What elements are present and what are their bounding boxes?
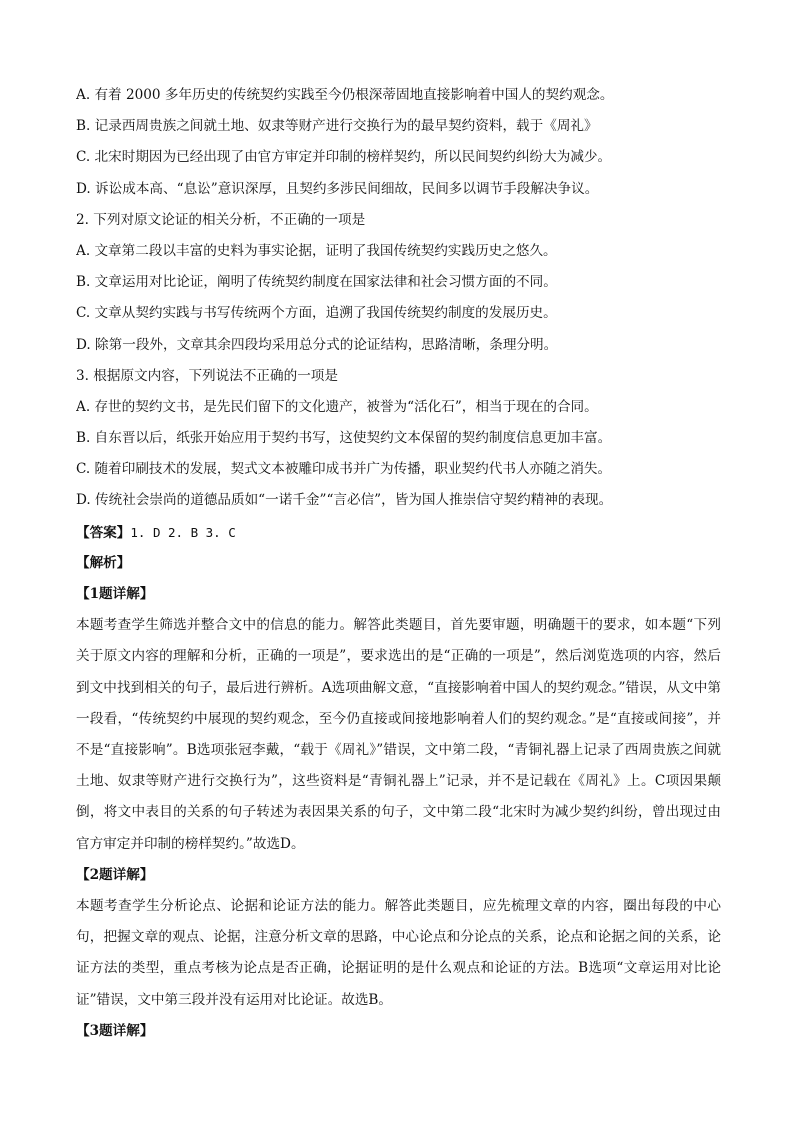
document-page [76,80,721,1047]
detail-1-heading: 【1题详解】 [76,586,154,602]
q1-option-b: B. 记录西周贵族之间就土地、奴隶等财产进行交换行为的最早契约资料，载于《周礼》 [76,118,598,135]
q2-option-d: D. 除第一段外，文章其余四段均采用总分式的论证结构，思路清晰，条理分明。 [76,336,558,353]
q1-option-d: D. 诉讼成本高、“息讼”意识深厚，且契约多涉民间细故，民间多以调节手段解决争议。 [76,180,599,197]
q3-option-a: A. 存世的契约文书，是先民们留下的文化遗产，被誉为“活化石”，相当于现在的合同。 [76,398,598,415]
detail-1-body: 本题考查学生筛选并整合文中的信息的能力。解答此类题目，首先要审题，明确题干的要求，如本题“下列关于原文内容的理解和分析，正确的一项是”，要求选出的是“正确的一项是”，然后浏览选项的内容，然后到文中找到相关的句子，最后进行辨析。A选项曲解文意，“直接影响着中国人的契约观念。”错误，从文中第一段看，“传统契约中展现的契约观念，至今仍直接或间接地影响着人们的契约观念。”是“直接或间接”，并不是“直接影响”。B选项张冠李戴，“载于《周礼》”错误，文中第二段，“青铜礼器上记录了西周贵族之间就土地、奴隶等财产进行交换行为”，这些资料是“青铜礼器上”记录，并不是记载在《周礼》上。C项因果颠倒，将文中表目的关系的句子转述为表因果关系的句子，文中第二段“北宋时为减少契约纠纷，曾出现过由官方审定并印制的榜样契约。”故选D。 [76,617,721,852]
detail-2-body: 本题考查学生分析论点、论据和论证方法的能力。解答此类题目，应先梳理文章的内容，圈出每段的中心句，把握文章的观点、论据，注意分析文章的思路，中心论点和分论点的关系，论点和论据之间的关系，论证方法的类型，重点考核为论点是否正确，论据证明的是什么观点和论证的方法。B选项“文章运用对比论证”错误，文中第三段并没有运用对比论证。故选B。 [76,898,721,1008]
q2-option-b: B. 文章运用对比论证，阐明了传统契约制度在国家法律和社会习惯方面的不同。 [76,274,557,291]
answer-values: 1. D 2. B 3. C [130,524,236,540]
answer-line [76,517,721,548]
answer-label: 【答案】 [76,524,131,541]
q3-option-b: B. 自东晋以后，纸张开始应用于契约书写，这使契约文本保留的契约制度信息更加丰富。 [76,430,612,447]
analysis-heading: 【解析】 [76,554,131,571]
q1-option-c: C. 北宋时期因为已经出现了由官方审定并印制的榜样契约，所以民间契约纠纷大为减少。 [76,149,612,166]
q2-option-c: C. 文章从契约实践与书写传统两个方面，追溯了我国传统契约制度的发展历史。 [76,305,557,322]
q3-option-d: D. 传统社会崇尚的道德品质如“一诺千金”“言必信”，皆为国人推崇信守契约精神的表现。 [76,492,613,509]
q2-option-a: A. 文章第二段以丰富的史料为事实论据，证明了我国传统契约实践历史之悠久。 [76,242,557,259]
q3-option-c: C. 随着印刷技术的发展，契式文本被雕印成书并广为传播，职业契约代书人亦随之消失。 [76,461,612,478]
q1-option-a: A. 有着 2000 多年历史的传统契约实践至今仍根深蒂固地直接影响着中国人的契约观念。 [76,87,614,103]
detail-3-heading: 【3题详解】 [76,1022,154,1039]
detail-2-heading: 【2题详解】 [76,866,154,883]
q3-stem: 3. 根据原文内容，下列说法不正确的一项是 [76,367,338,384]
q2-stem: 2. 下列对原文论证的相关分析，不正确的一项是 [76,211,366,228]
